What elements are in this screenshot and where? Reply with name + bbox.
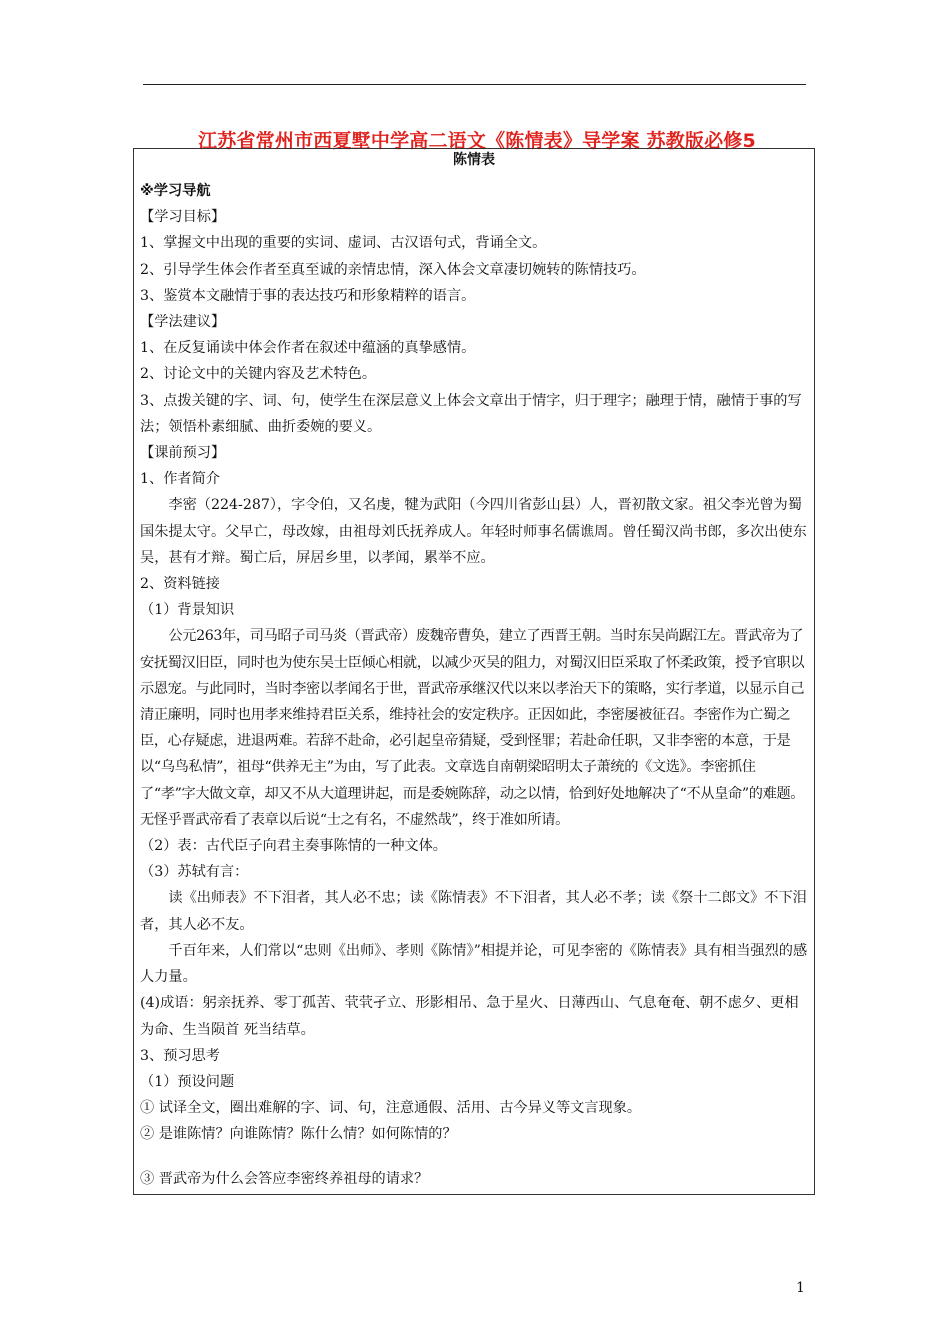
note-sushi: （3）苏轼有言： xyxy=(140,864,249,881)
subheading-materials: 2、资料链接 xyxy=(140,576,220,593)
subheading-preview-questions: 3、预习思考 xyxy=(140,1047,220,1064)
content-frame xyxy=(133,148,815,1195)
idioms-paragraph: (4)成语：躬亲抚养、零丁孤苦、茕茕孑立、形影相吊、急于星火、日薄西山、气息奄奄、朝不虑夕、更相为命、生当陨首 死当结草。 xyxy=(140,995,799,1038)
question-item: ① 试译全文，圈出难解的字、词、句，注意通假、活用、古今异义等文言现象。 xyxy=(140,1100,642,1117)
heading-study-methods: 【学法建议】 xyxy=(140,314,226,331)
section-subtitle: 陈情表 xyxy=(453,152,495,168)
subheading-background: （1）背景知识 xyxy=(140,602,235,619)
author-paragraph: 李密（224-287），字令伯，又名虔，犍为武阳（今四川省彭山县）人，晋初散文家。祖父李光曾为蜀国朱提太守。父早亡，母改嫁，由祖母刘氏抚养成人。年轻时师事名儒谯周。曾任蜀汉尚书郎，多次出使东吴，甚有才辩。蜀亡后，屏居乡里，以孝闻，累举不应。 xyxy=(140,497,807,566)
heading-preview: 【课前预习】 xyxy=(140,445,226,462)
document-title: 江苏省常州市西夏墅中学高二语文《陈情表》导学案 苏教版必修5 xyxy=(198,130,756,152)
page-number: 1 xyxy=(796,1280,805,1296)
method-item: 3、点拨关键的字、词、句，使学生在深层意义上体会文章出于情字，归于理字；融理于情，融情于事的写法；领悟朴素细腻、曲折委婉的要义。 xyxy=(140,392,802,435)
question-item: ③ 晋武帝为什么会答应李密终养祖母的请求？ xyxy=(140,1170,429,1187)
question-item: ② 是谁陈情？向谁陈情？陈什么情？如何陈情的？ xyxy=(140,1126,457,1143)
method-item: 1、在反复诵读中体会作者在叙述中蕴涵的真挚感情。 xyxy=(140,340,476,357)
blank-answer-space xyxy=(140,1148,810,1166)
objective-item: 1、掌握文中出现的重要的实词、虚词、古汉语句式，背诵全文。 xyxy=(140,235,547,252)
subheading-author: 1、作者简介 xyxy=(140,471,220,488)
heading-objectives: 【学习目标】 xyxy=(140,209,226,226)
method-item: 2、讨论文中的关键内容及艺术特色。 xyxy=(140,366,377,383)
background-paragraph: 公元263年，司马昭子司马炎（晋武帝）废魏帝曹奂，建立了西晋王朝。当时东吴尚踞江左。晋武帝为了安抚蜀汉旧臣，同时也为使东吴士臣倾心相就，以减少灭吴的阻力，对蜀汉旧臣采取了怀柔政策，授予官职以示恩宠。与此同时，当时李密以孝闻名于世，晋武帝承继汉代以来以孝治天下的策略，实行孝道，以显示自己清正廉明，同时也用孝来维持君臣关系，维持社会的安定秩序。正因如此，李密屡被征召。李密作为亡蜀之臣，心存疑虑，进退两难。若辞不赴命，必引起皇帝猜疑，受到怪罪；若赴命任职，又非李密的本意，于是以“乌鸟私情”，祖母“供养无主”为由，写了此表。文章选自南朝梁昭明太子萧统的《文选》。李密抓住了“孝”字大做文章，却又不从大道理讲起，而是委婉陈辞，动之以情，恰到好处地解决了“不从皇命”的难题。无怪乎晋武帝看了表章以后说“士之有名，不虚然哉”，终于准如所请。 xyxy=(140,628,805,828)
objective-item: 2、引导学生体会作者至真至诚的亲情忠情，深入体会文章凄切婉转的陈情技巧。 xyxy=(140,261,646,278)
section-heading-guide: ※学习导航 xyxy=(140,183,211,199)
header-rule xyxy=(143,84,806,85)
subheading-preset-questions: （1）预设问题 xyxy=(140,1073,235,1090)
sushi-comment: 千百年来，人们常以“忠则《出师》、孝则《陈情》”相提并论，可见李密的《陈情表》具有相当强烈的感人力量。 xyxy=(140,942,808,986)
sushi-quote: 读《出师表》不下泪者，其人必不忠；读《陈情表》不下泪者，其人必不孝；读《祭十二郎文》不下泪者，其人必不友。 xyxy=(140,890,807,933)
content-body xyxy=(140,178,810,1192)
objective-item: 3、鉴赏本文融情于事的表达技巧和形象精粹的语言。 xyxy=(140,287,476,304)
note-biao: （2）表：古代臣子向君主奏事陈情的一种文体。 xyxy=(140,838,447,855)
